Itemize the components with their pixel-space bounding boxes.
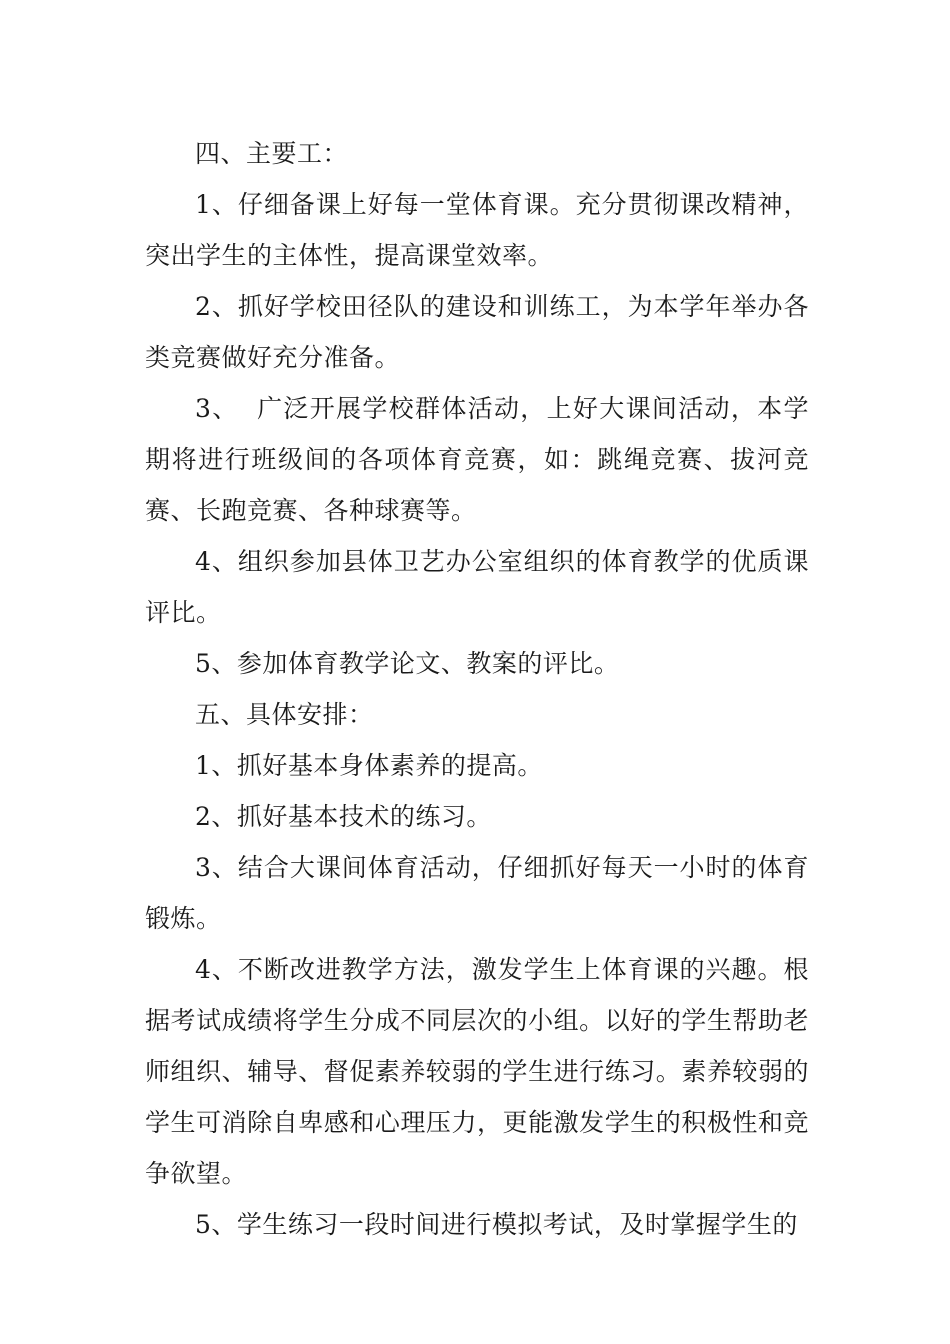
paragraph-arrangement-3: 3、结合大课间体育活动，仔细抓好每天一小时的体育锻炼。 [145, 853, 809, 933]
paragraph-main-work-3: 3、 广泛开展学校群体活动，上好大课间活动，本学期将进行班级间的各项体育竞赛，如：跳绳竞赛、拔河竞赛、长跑竞赛、各种球赛等。 [145, 394, 809, 525]
paragraph-main-work-4: 4、组织参加县体卫艺办公室组织的体育教学的优质课评比。 [145, 547, 809, 627]
section-heading-arrangement: 五、具体安排： [195, 700, 374, 729]
paragraph-main-work-5: 5、参加体育教学论文、教案的评比。 [195, 649, 620, 678]
paragraph-arrangement-4: 4、不断改进教学方法，激发学生上体育课的兴趣。根据考试成绩将学生分成不同层次的小组。以好的学生帮助老师组织、辅导、督促素养较弱的学生进行练习。素养较弱的学生可消除自卑感和心理压力，更能激发学生的积极性和竞争欲望。 [145, 955, 809, 1188]
section-heading-main-work: 四、主要工： [195, 139, 349, 168]
paragraph-main-work-1: 1、仔细备课上好每一堂体育课。充分贯彻课改精神，突出学生的主体性，提高课堂效率。 [145, 190, 809, 270]
paragraph-arrangement-2: 2、抓好基本技术的练习。 [195, 802, 492, 831]
paragraph-arrangement-1: 1、抓好基本身体素养的提高。 [195, 751, 543, 780]
paragraph-arrangement-5: 5、学生练习一段时间进行模拟考试，及时掌握学生的 [195, 1210, 798, 1239]
paragraph-main-work-2: 2、抓好学校田径队的建设和训练工，为本学年举办各类竞赛做好充分准备。 [145, 292, 809, 372]
document-body [145, 128, 809, 1250]
